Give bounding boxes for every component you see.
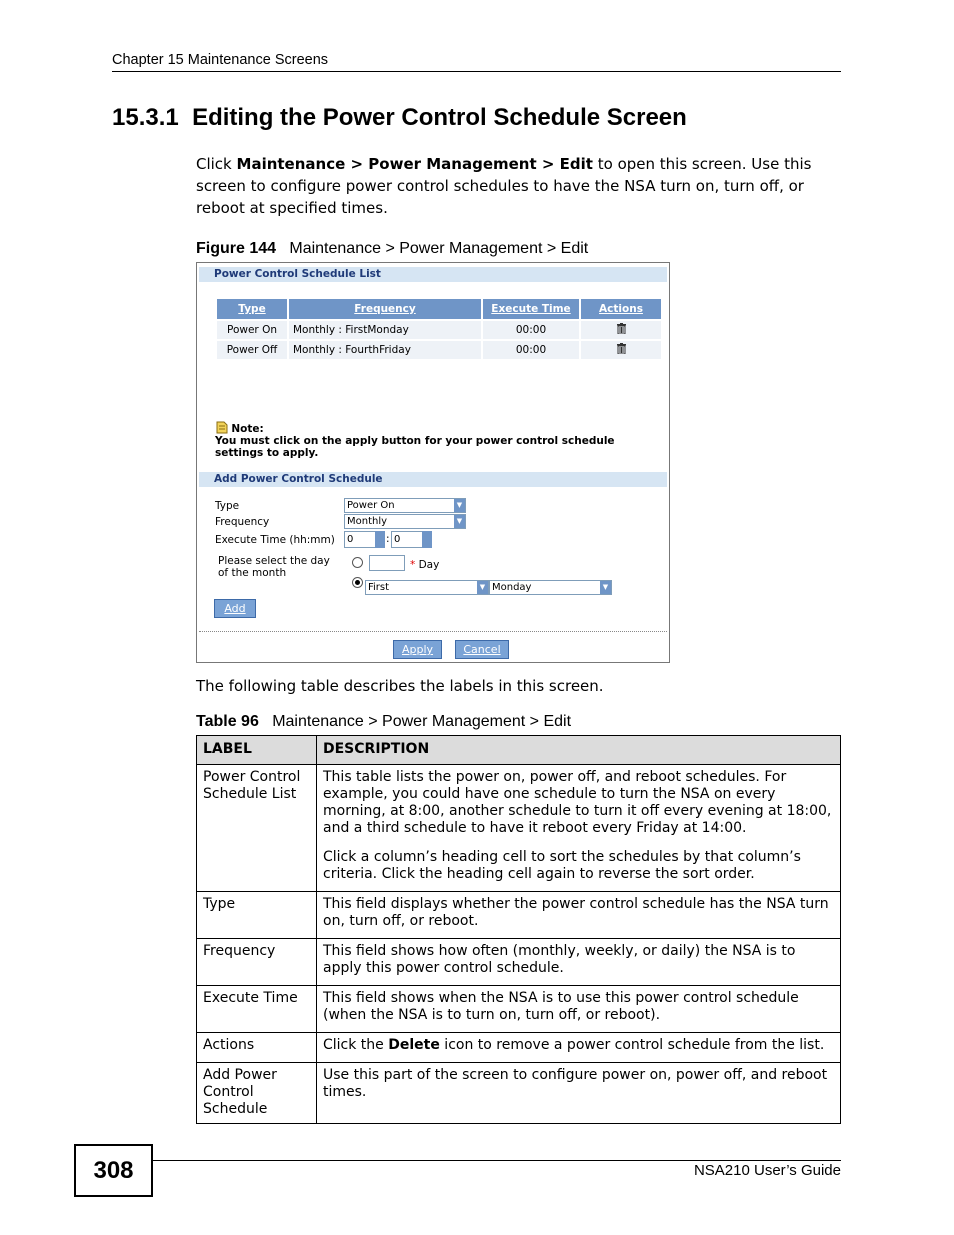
required-asterisk: * xyxy=(410,559,416,571)
frequency-label: Frequency xyxy=(215,516,270,528)
table-row xyxy=(197,892,841,939)
row-label: Actions xyxy=(197,1033,317,1063)
chapter-header: Chapter 15 Maintenance Screens xyxy=(112,52,329,68)
row-type: Power On xyxy=(217,321,287,339)
col-frequency-header[interactable]: Frequency xyxy=(289,299,481,319)
description-header: DESCRIPTION xyxy=(317,736,841,765)
delete-icon[interactable] xyxy=(617,323,626,334)
add-schedule-title: Add Power Control Schedule xyxy=(199,472,667,487)
week-select[interactable]: First ▼ xyxy=(365,580,489,595)
chevron-down-icon: ▼ xyxy=(477,581,488,594)
section-title: 15.3.1 Editing the Power Control Schedule Screen xyxy=(112,104,687,131)
chevron-down-icon: ▼ xyxy=(454,515,465,528)
table-row xyxy=(217,321,661,339)
table-caption: Table 96 Maintenance > Power Management > Edit xyxy=(196,713,572,730)
minute-spinner[interactable] xyxy=(422,531,432,548)
table-row xyxy=(197,939,841,986)
table-intro: The following table describes the labels in this screen. xyxy=(196,677,604,695)
row-description: Use this part of the screen to configure power on, power off, and reboot times. xyxy=(317,1063,841,1124)
delete-icon[interactable] xyxy=(617,343,626,354)
day-number-input[interactable] xyxy=(369,555,405,571)
row-label: Type xyxy=(197,892,317,939)
apply-note: Note: You must click on the apply button for your power control schedule settings to apply. xyxy=(215,423,615,459)
row-time: 00:00 xyxy=(483,341,579,359)
header-rule xyxy=(112,71,841,72)
type-select[interactable]: Power On ▼ xyxy=(344,498,466,513)
cancel-button[interactable]: Cancel xyxy=(455,640,509,659)
row-description: Click the Delete icon to remove a power control schedule from the list. xyxy=(317,1033,841,1063)
col-execute-time-header[interactable]: Execute Time xyxy=(483,299,579,319)
col-actions-header[interactable]: Actions xyxy=(581,299,661,319)
description-table xyxy=(196,735,841,1124)
hour-spinner[interactable] xyxy=(375,531,385,548)
apply-button[interactable]: Apply xyxy=(393,640,442,659)
row-label: Add Power Control Schedule xyxy=(197,1063,317,1124)
type-label: Type xyxy=(215,500,240,512)
row-type: Power Off xyxy=(217,341,287,359)
table-row xyxy=(217,341,661,359)
row-description: This field shows how often (monthly, weekly, or daily) the NSA is to apply this power control schedule. xyxy=(317,939,841,986)
weekday-radio[interactable] xyxy=(352,577,363,588)
table-row xyxy=(197,765,841,892)
figure-screenshot xyxy=(196,262,670,663)
minute-input[interactable]: 0 xyxy=(391,531,423,548)
page-number: 308 xyxy=(74,1144,153,1197)
schedule-list-title: Power Control Schedule List xyxy=(199,267,667,282)
row-frequency: Monthly : FirstMonday xyxy=(289,321,481,339)
day-of-month-label: Please select the day of the month xyxy=(218,555,330,579)
table-row xyxy=(197,1033,841,1063)
intro-paragraph: Click Maintenance > Power Management > Edit to open this screen. Use this screen to configure power control schedules to have the NSA turn on, turn off, or reboot at specified times. xyxy=(196,155,812,217)
add-button[interactable]: Add xyxy=(214,599,256,618)
table-row xyxy=(197,1063,841,1124)
divider xyxy=(199,631,667,632)
col-type-header[interactable]: Type xyxy=(217,299,287,319)
hour-input[interactable]: 0 xyxy=(344,531,376,548)
menu-path: Maintenance > Power Management > Edit xyxy=(236,155,593,173)
chevron-down-icon: ▼ xyxy=(454,499,465,512)
guide-title: NSA210 User’s Guide xyxy=(693,1162,841,1179)
row-time: 00:00 xyxy=(483,321,579,339)
figure-caption: Figure 144 Maintenance > Power Management > Edit xyxy=(196,240,589,257)
row-label: Power Control Schedule List xyxy=(197,765,317,892)
frequency-select[interactable]: Monthly ▼ xyxy=(344,514,466,529)
row-description: This table lists the power on, power off, and reboot schedules. For example, you could have one schedule to turn the NSA on every morning, at 8:00, another schedule to turn it off every evening at 18:00, and a third schedule to have it reboot every Friday at 14:00. Click a column’s heading cell to sort the schedules by that column’s criteria. Click the heading cell again to reverse the sort order. xyxy=(317,765,841,892)
schedule-table xyxy=(215,297,663,361)
footer-rule xyxy=(151,1160,841,1161)
row-label: Frequency xyxy=(197,939,317,986)
row-frequency: Monthly : FourthFriday xyxy=(289,341,481,359)
table-row xyxy=(197,986,841,1033)
execute-time-label: Execute Time (hh:mm) xyxy=(215,534,335,546)
row-description: This field displays whether the power control schedule has the NSA turn on, turn off, or reboot. xyxy=(317,892,841,939)
chevron-down-icon: ▼ xyxy=(600,581,611,594)
weekday-select[interactable]: Monday ▼ xyxy=(489,580,612,595)
label-header: LABEL xyxy=(197,736,317,765)
row-description: This field shows when the NSA is to use this power control schedule (when the NSA is to turn on, turn off, or reboot). xyxy=(317,986,841,1033)
time-separator: : xyxy=(386,533,390,545)
row-label: Execute Time xyxy=(197,986,317,1033)
note-icon xyxy=(215,421,228,434)
day-suffix: * Day xyxy=(410,559,440,571)
day-number-radio[interactable] xyxy=(352,557,363,568)
